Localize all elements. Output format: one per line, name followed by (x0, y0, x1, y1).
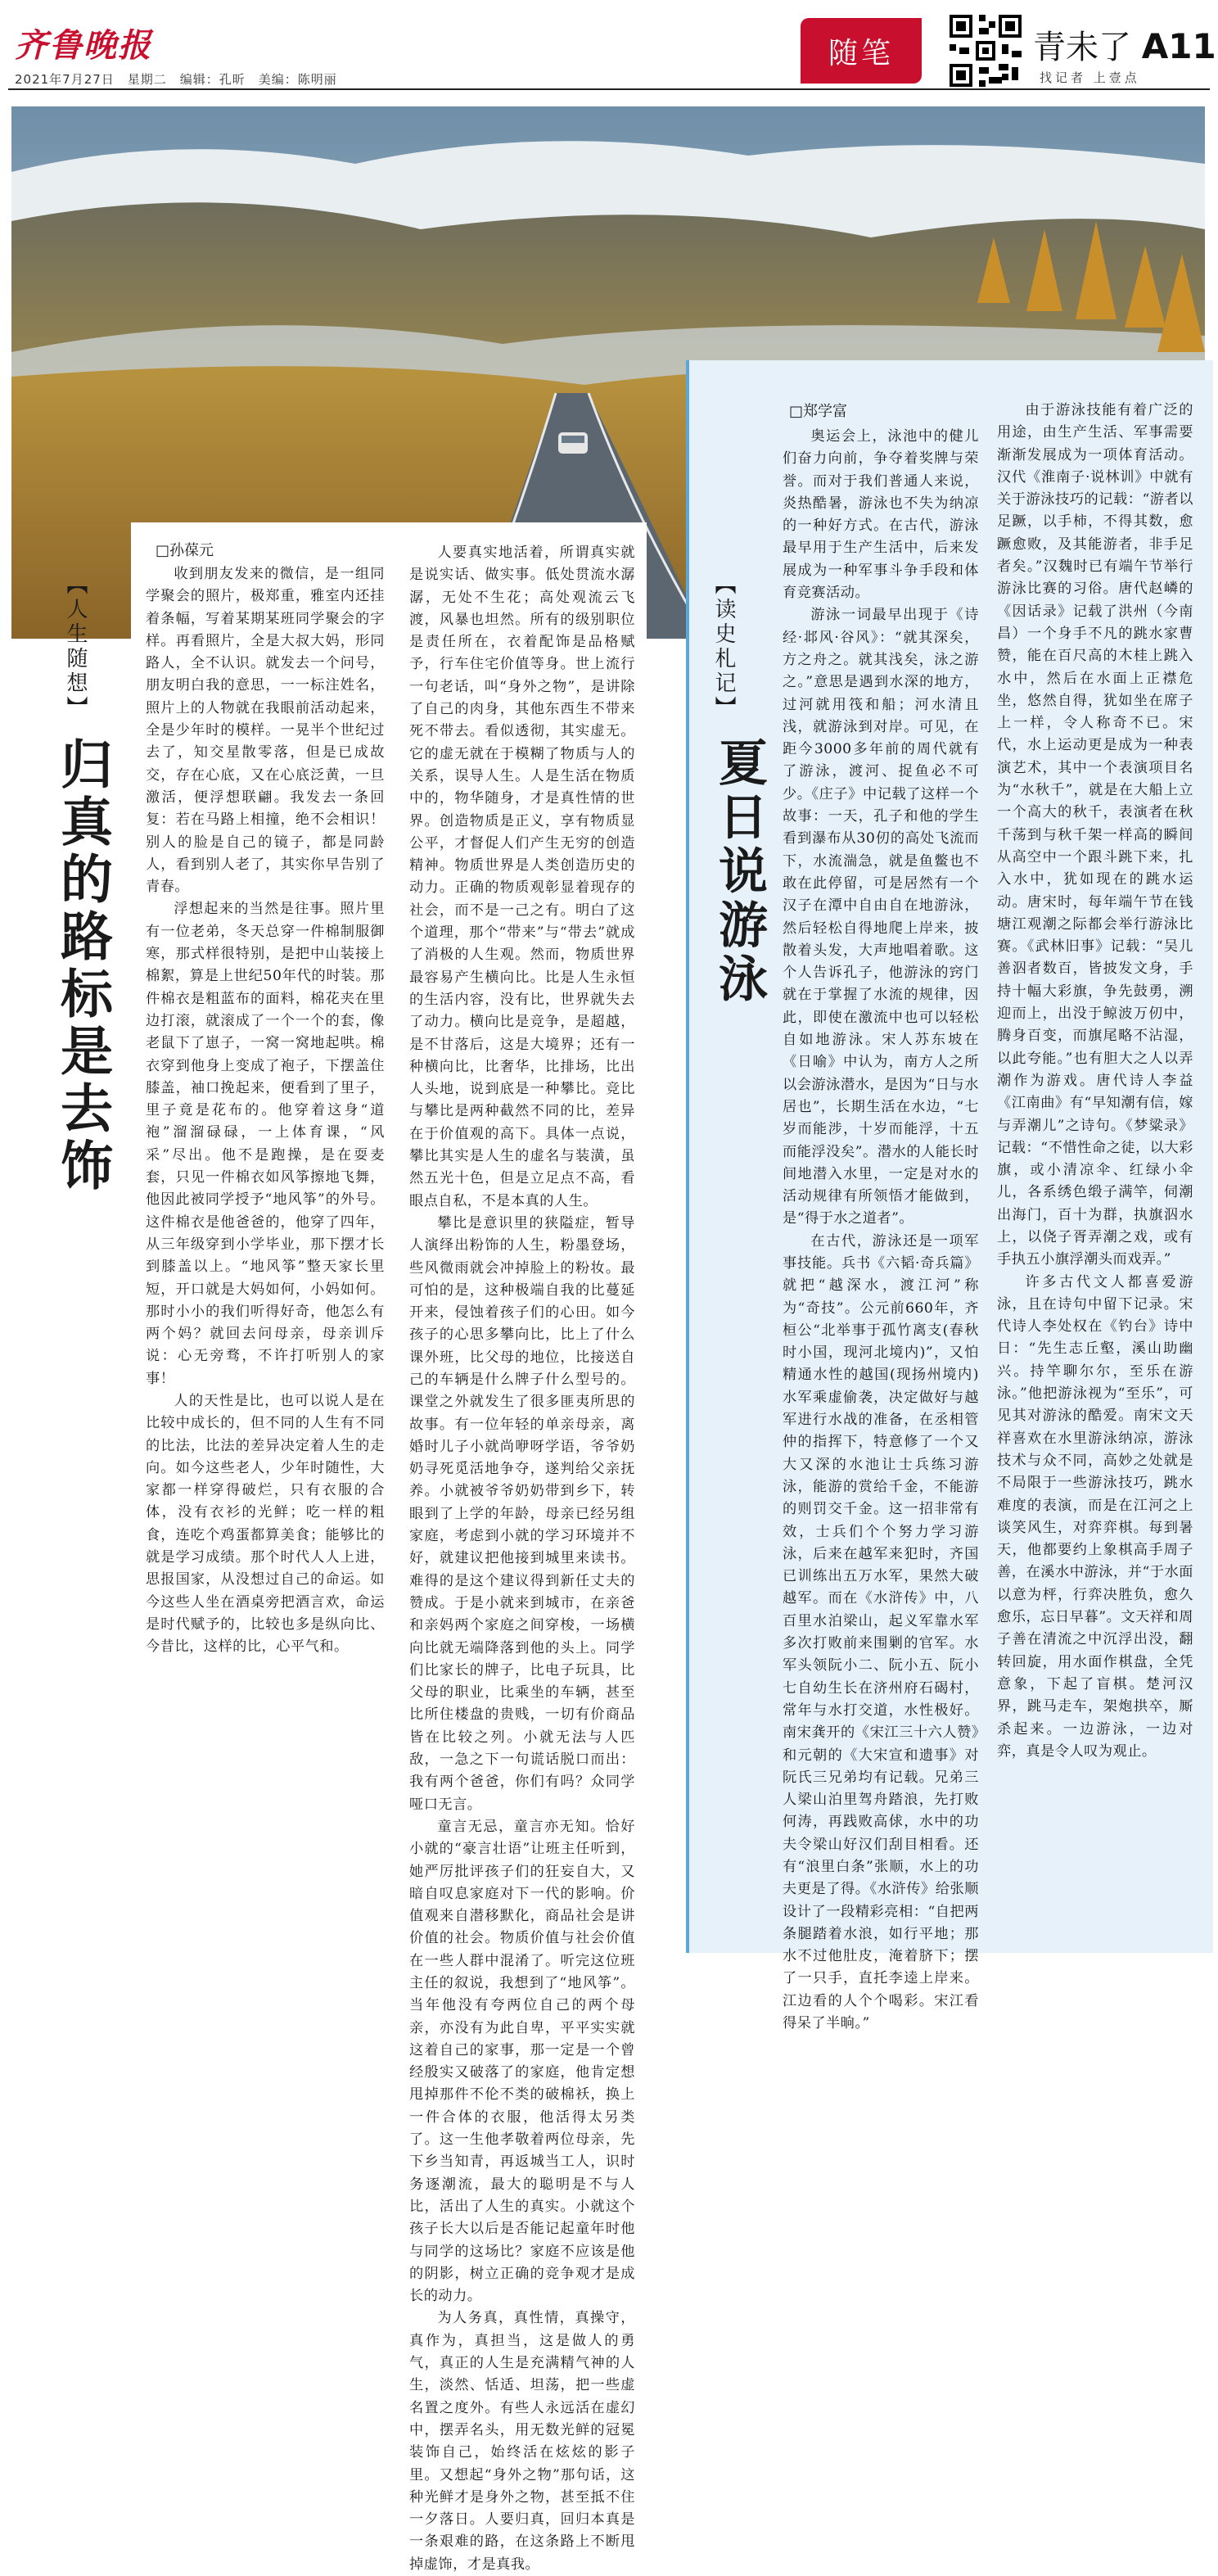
page-header (1033, 21, 1216, 68)
qr-code-icon (946, 11, 1025, 90)
article-2-tag: 【读史札记】 (711, 573, 736, 721)
motto: 找记者 上壹点 (1040, 70, 1140, 85)
article-2-byline: □郑学富 (789, 403, 848, 420)
article-1-paragraph: 人要真实地活着，所谓真实就是说实话、做实事。低处贯流水潺潺，无处不生花；高处观流云飞渡，风暴也坦然。所有的级别职位是责任所在，衣着配饰是品格赋予，行车住宅价值等身。世上流行一句老话，叫“身外之物”，是讲除了自己的肉身，其他东西生不带来死不带去。看似透彻，其实虚无。它的虚无就在于模糊了物质与人的关系，误导人生。人是生活在物质中的，物华随身，才是真性情的世界。创造物质是正义，享有物质显公平，才督促人们产生无穷的创造精神。物质世界是人类创造历史的动力。正确的物质观彰显着现存的社会，而不是一己之有。明白了这个道理，那个“带来”与“带去”就成了消极的人生观。然而，物质世界最容易产生横向比。比是人生永恒的生活内容，没有比，世界就失去了动力。横向比是竞争，是超越，是不甘落后，这是大境界；还有一种横向比，比奢华，比排场，比出人头地，说到底是一种攀比。竞比与攀比是两种截然不同的比，差异在于价值观的高下。具体一点说，攀比其实是人生的虚名与装潢，虽然五光十色，但是立足点不高，看眼点自私，不是本真的人生。 (409, 545, 635, 1209)
article-1-paragraph: 人的天性是比，也可以说人是在比较中成长的，但不同的人生有不同的比法，比法的差异决定着人生的走向。如今这些老人，少年时随性，大家都一样穿得破烂，只有衣服的合体，没有衣衫的光鲜；吃一样的粗食，连吃个鸡蛋都算美食；能够比的就是学习成绩。那个时代人人上进，思报国家，从没想过自己的命运。如今这些人坐在酒桌旁把酒言欢，命运是时代赋予的，比较也多是纵向比、今昔比，这样的比，心平气和。 (146, 1392, 385, 1656)
article-1-tag: 【人生随想】 (63, 573, 88, 721)
article-2-col-2 (997, 400, 1193, 1763)
article-1-paragraph: 童言无忌，童言亦无知。恰好小就的“豪言壮语”让班主任听到，她严厉批评孩子们的狂妄自大，又暗自叹息家庭对下一代的影响。价值观来自潜移默化，商品社会是讲价值的社会。物质价值与社会价值在一些人群中混淆了。听完这位班主任的叙说，我想到了“地风筝”。当年他没有夸两位自己的两个母亲，亦没有为此自卑，平平实实就这着自己的家事，那一定是一个曾经殷实又破落了的家庭，他肯定想甩掉那件不伦不类的破棉袄，换上一件合体的衣服，他活得太另类了。这一生他孝敬着两位母亲，先下乡当知青，再返城当工人，识时务逐潮流，最大的聪明是不与人比，活出了人生的真实。小就这个孩子长大以后是否能记起童年时他与同学的这场比？家庭不应该是他的阴影，树立正确的竞争观才是成长的动力。 (409, 1818, 635, 2305)
article-1-col-2 (409, 542, 635, 2576)
header-rule (8, 88, 1210, 90)
column-badge: 随笔 (801, 18, 922, 84)
article-2-paragraph: 在古代，游泳还是一项军事技能。兵书《六韬·奇兵篇》就把“越深水，渡江河”称为“奇技”。公元前660年，齐桓公“北举事于孤竹离支(春秋时小国，现河北境内)”，又怕精通水性的越国(现扬州境内)水军乘虚偷袭，决定做好与越军进行水战的准备，在丞相管仲的指挥下，特意修了一个又大又深的水池让士兵练习游泳，能游的赏给千金，不能游的则罚交千金。这一招非常有效，士兵们个个努力学习游泳，后来在越军来犯时，齐国已训练出五万水军，果然大破越军。而在《水浒传》中，八百里水泊梁山，起义军靠水军多次打败前来围剿的官军。水军头领阮小二、阮小五、阮小七自幼生长在济州府石碣村，常年与水打交道，水性极好。南宋龚开的《宋江三十六人赞》和元朝的《大宋宣和遗事》对阮氏三兄弟均有记载。兄弟三人梁山泊里驾舟踏浪，先打败何涛，再践败高俅，水中的功夫令梁山好汉们刮目相看。还有“浪里白条”张顺，水上的功夫更是了得。《水浒传》给张顺设计了一段精彩亮相：“自把两条腿踏着水浪，如行平地；那水不过他肚皮，淹着脐下；摆了一只手，直托李逵上岸来。江边看的人个个喝彩。宋江看得呆了半晌。” (783, 1232, 979, 2032)
article-1-paragraph: 收到朋友发来的微信，是一组同学聚会的照片，极郑重，雅室内还挂着条幅，写着某期某班同学聚会的字样。再看照片，全是大叔大妈，形同路人，全不认识。就发去一个问号，朋友明白我的意思，一一标注姓名，照片上的人物就在我眼前活动起来，全是少年时的模样。一晃半个世纪过去了，知交星散零落，但是已成故交，存在心底，又在心底泛黄，一旦激活，便浮想联翩。我发去一条回复：若在马路上相撞，绝不会相识！别人的脸是自己的镜子，都是同龄人，看到别人老了，其实你早告别了青春。 (146, 566, 385, 896)
article-2-paragraph: 许多古代文人都喜爱游泳，且在诗句中留下记录。宋代诗人李处权在《钓台》诗中日：“先生志丘壑，溪山助幽兴。持竿聊尔尔，至乐在游泳。”他把游泳视为“至乐”，可见其对游泳的酷爱。南宋文天祥喜欢在水里游泳纳凉，游泳技术与众不同，高妙之处就是不局限于一些游泳技巧，跳水难度的表演，而是在江河之上谈笑风生，对弈弈棋。每到暑天，他都要约上象棋高手周子善，在溪水中游泳，并“于水面以意为枰，行弈决胜负，愈久愈乐，忘日早暮”。文天祥和周子善在清流之中沉浮出没，翻转回旋，用水面作棋盘，全凭意象，下起了盲棋。楚河汉界，跳马走车，架炮拱卒，厮杀起来。一边游泳，一边对弈，真是令人叹为观止。 (997, 1273, 1193, 1760)
article-1-title: 归真的路标是去饰 (52, 737, 112, 1195)
page-title: 青未了 (1033, 29, 1131, 66)
dateline: 2021年7月27日 星期二 编辑：孔昕 美编：陈明丽 (15, 72, 337, 87)
page-number: A11 (1141, 26, 1216, 66)
article-1-paragraph: 攀比是意识里的狭隘症，暂导人演绎出粉饰的人生，粉墨登场，些风微雨就会冲掉脸上的粉妆。最可怕的是，这种极端自我的比蔓延开来，侵蚀着孩子们的心田。如今孩子的心思多攀向比，比上了什么课外班，比父母的地位，比接送自己的车辆是什么牌子什么型号的。课堂之外就发生了很多匪夷所思的故事。有一位年轻的单亲母亲，离婚时儿子小就尚咿呀学语，爷爷奶奶寻死觅活地争夺，遂判给父亲抚养。小就被爷爷奶奶带到乡下，转眼到了上学的年龄，母亲已经另组家庭，考虑到小就的学习环境并不好，就建议把他接到城里来读书。难得的是这个建议得到新任丈夫的赞成。于是小就来到城市，在亲爸和亲妈两个家庭之间穿梭，一场横向比就无端降落到他的头上。同学们比家长的牌子，比电子玩具，比父母的职业，比乘坐的车辆，甚至比所住楼盘的贵贱，一切有价商品皆在比较之列。小就无法与人匹敌，一急之下一句谎话脱口而出：我有两个爸爸，你们有吗？众同学哑口无言。 (409, 1214, 635, 1813)
article-1-col-1 (146, 563, 385, 1659)
article-1-paragraph: 为人务真，真性情，真操守，真作为，真担当，这是做人的勇气，真正的人生是充满精气神的人生，淡然、恬适、坦荡，把一些虚名置之度外。有些人永远活在虚幻中，摆弄名头，用无数光鲜的冠冕装饰自己，始终活在炫炫的影子里。又想起“身外之物”那句话，这种光鲜才是身外之物，甚至抵不住一夕落日。人要归真，回归本真是一条艰难的路，在这条路上不断甩掉虚饰，才是真我。 (409, 2310, 635, 2573)
newspaper-logo: 齐鲁晚报 (15, 26, 152, 65)
article-2-paragraph: 由于游泳技能有着广泛的用途，由生产生活、军事需要渐渐发展成为一项体育活动。汉代《淮南子·说林训》中就有关于游泳技巧的记载：“游者以足蹶，以手柿，不得其数，愈蹶愈败，及其能游者，非手足者矣。”汉魏时已有端午节举行游泳比赛的习俗。唐代赵嶙的《因话录》记载了洪州（今南昌）一个身手不凡的跳水家曹赞，能在百尺高的木桂上跳入水中，然后在水面上正襟危坐，悠然自得，犹如坐在席子上一样，令人称奇不已。宋代，水上运动更是成为一种表演艺术，其中一个表演项目名为“水秋千”，就是在大船上立一个高大的秋千，表演者在秋千荡到与秋千架一样高的瞬间从高空中一个跟斗跳下来，扎入水中，犹如现在的跳水运动。唐宋时，每年端午节在钱塘江观潮之际都会举行游泳比赛。《武林旧事》记载：“吴儿善泅者数百，皆披发文身，手持十幅大彩旗，争先鼓勇，溯迎而上，出没于鲸波万仞中，腾身百变，而旗尾略不沾湿，以此夸能。”也有胆大之人以弄潮作为游戏。唐代诗人李益《江南曲》有“早知潮有信，嫁与弄潮儿”之诗句。《梦粱录》记载：“不惜性命之徒，以大彩旗，或小清凉伞、红绿小伞儿，各系绣色缎子满竿，伺潮出海门，百十为群，执旗泅水上，以侥子胥弄潮之戏，或有手执五小旗浮潮头而戏弄。” (997, 402, 1193, 1268)
article-1-paragraph: 浮想起来的当然是往事。照片里有一位老弟，冬天总穿一件棉制服御寒，那式样很特别，是把中山装接上棉絮，算是上世纪50年代的时装。那件棉衣是粗蓝布的面料，棉花夹在里边打滚，就滚成了一个一个的套，像老鼠下了崽子，一窝一窝地起哄。棉衣穿到他身上变成了袍子，下摆盖住膝盖，袖口挽起来，便看到了里子，里子竟是花布的。他穿着这身“道袍”溜溜碌碌，一上体育课，“风采”尽出。他不是跑操，是在耍麦套，只见一件棉衣如风筝擦地飞舞，他因此被同学授予“地风筝”的外号。这件棉衣是他爸爸的，他穿了四年，从三年级穿到小学毕业，那下摆才长到膝盖以上。“地风筝”整天家长里短，开口就是大妈如何，小妈如何。那时小小的我们听得好奇，他怎么有两个妈？就回去问母亲，母亲训斥说：心无旁骛，不许打听别人的家事！ (146, 901, 385, 1387)
article-2-paragraph: 游泳一词最早出现于《诗经·邶风·谷风》：“就其深矣，方之舟之。就其浅矣，泳之游之。”意思是遇到水深的地方，过河就用筏和船；河水清且浅，就游泳到对岸。可见，在距今3000多年前的周代就有了游泳，渡河、捉鱼必不可少。《庄子》中记载了这样一个故事：一天，孔子和他的学生看到瀑布从30仞的高处飞流而下，水流湍急，就是鱼鳖也不敢在此停留，可是居然有一个汉子在潭中自由自在地游泳，然后轻松自得地爬上岸来，披散着头发，大声地唱着歌。这个人告诉孔子，他游泳的窍门就在于掌握了水流的规律，因此，即使在激流中也可以轻松自如地游泳。宋人苏东坡在《日喻》中认为，南方人之所以会游泳潜水，是因为“日与水居也”，长期生活在水边，“七岁而能涉，十岁而能浮，十五而能浮没矣”。潜水的人能长时间地潜入水里，一定是对水的活动规律有所领悟才能做到，是“得于水之道者”。 (783, 607, 979, 1227)
article-2-col-1 (783, 426, 979, 2035)
article-1-byline: □孙葆元 (156, 542, 214, 559)
article-2-paragraph: 奥运会上，泳池中的健儿们奋力向前，争夺着奖牌与荣誉。而对于我们普通人来说，炎热酷暑，游泳也不失为纳凉的一种好方式。在古代，游泳最早用于生产生活中，后来发展成为一种军事斗争手段和体育竞赛活动。 (783, 428, 979, 602)
article-2-title: 夏日说游泳 (710, 737, 768, 1007)
